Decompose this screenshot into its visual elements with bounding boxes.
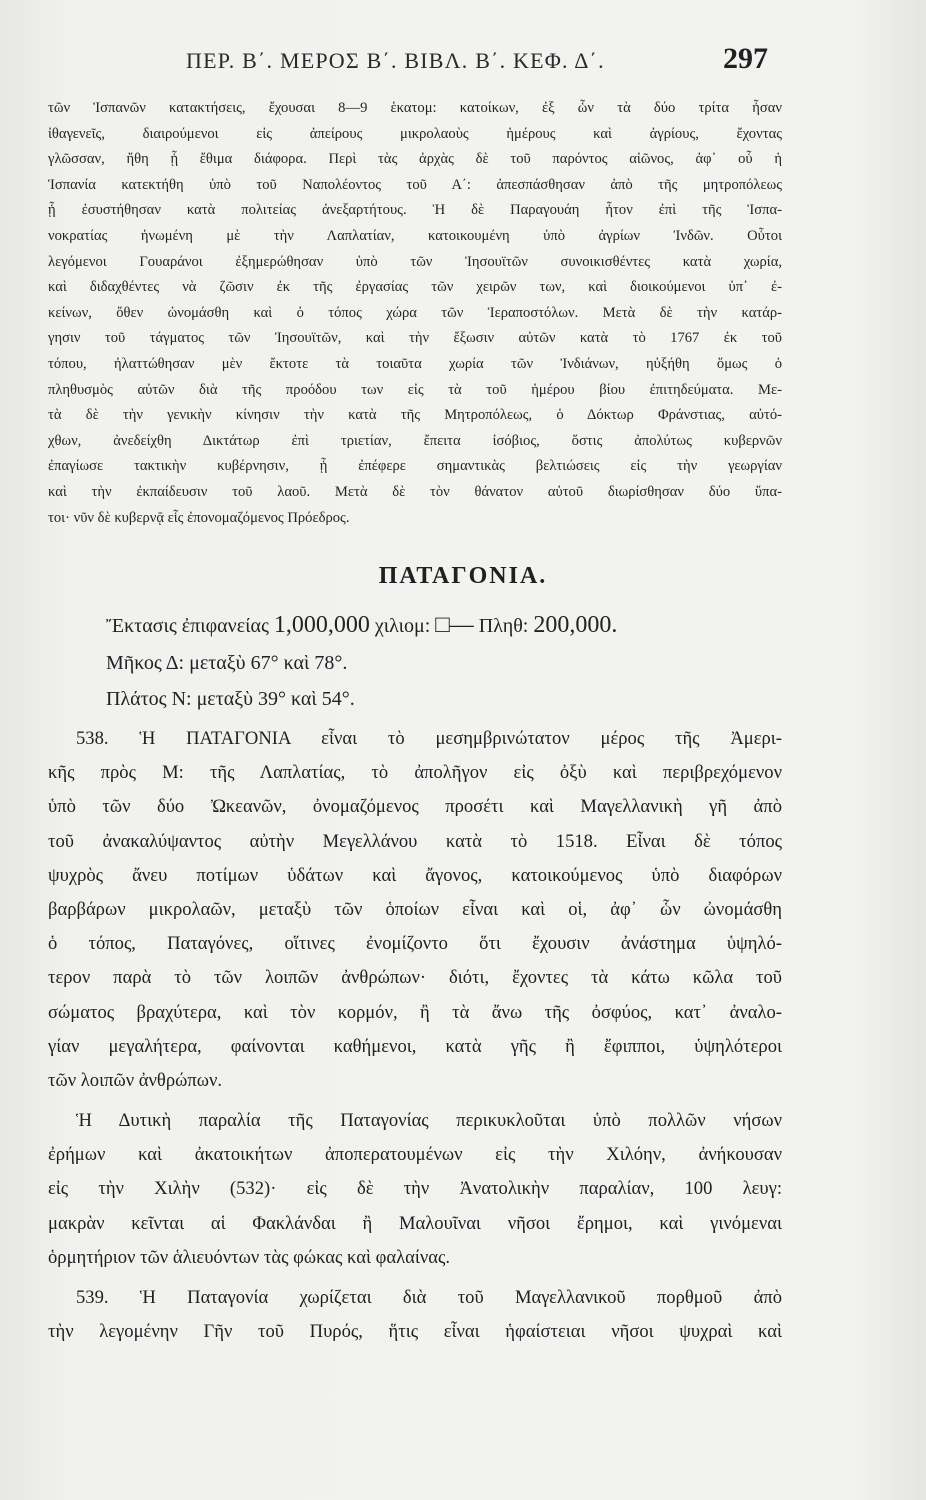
text-line: ᾗ ἐσυστήθησαν κατὰ πολιτείας ἀνεξαρτήτους. Ἡ δὲ Παραγουάη ἦτον ἐπὶ τῆς Ἱσπα-	[48, 202, 782, 219]
population-value: 200,000.	[533, 612, 618, 638]
text-line: γίαν μεγαλήτερα, φαίνονται καθήμενοι, κατὰ γῆς ἢ ἔφιπποι, ὑψηλότεροι	[48, 1035, 782, 1057]
dash: —	[449, 612, 474, 638]
text-line: τόπου, ἠλαττώθησαν μὲν ἔκτοτε τὰ τοιαῦτα χωρία τῶν Ἰνδιάνων, ηὐξήθη ὅμως ὁ	[48, 355, 782, 372]
text-line: ἐρήμων καὶ ἀκατοικήτων ἀποπερατουμένων εἰς τὴν Χιλόην, ἀνήκουσαν	[48, 1144, 782, 1166]
text-line: χθων, ἀνεδείχθη Δικτάτωρ ἐπὶ τριετίαν, ἔπειτα ἰσόβιος, ὅστις ἀπολύτως κυβερνῶν	[48, 432, 782, 449]
paragraph-coasts	[48, 1104, 782, 1275]
page-number: 297	[723, 42, 768, 75]
text-line: ἰθαγενεῖς, διαιρούμενοι εἰς ἀπείρους μικρολαοὺς ἡμέρους καὶ ἀγρίους, ἔχοντας	[48, 125, 782, 142]
area-population-line	[106, 612, 617, 639]
section-title: ΠΑΤΑΓΟΝΙΑ.	[378, 563, 548, 589]
text-line: μακρὰν κεῖνται αἱ Φακλάνδαι ἢ Μαλουῖναι νῆσοι ἔρημοι, καὶ γινόμεναι	[48, 1212, 782, 1234]
text-line: βαρβάρων μικρολαῶν, μεταξὺ τῶν ὁποίων εἶναι καὶ οἱ, ἀφ᾽ ὧν ὠνομάσθη	[48, 898, 782, 920]
text-line: πληθυσμὸς αὐτῶν διὰ τῆς προόδου των εἰς τὰ τοῦ ἡμέρου βίου ἐπιτηδεύματα. Με-	[48, 381, 782, 398]
latitude-line: Πλάτος Ν: μεταξὺ 39° καὶ 54°.	[106, 688, 355, 710]
area-label: Ἔκτασις ἐπιφανείας	[106, 615, 269, 637]
text-line: τοι· νῦν δὲ κυβερνᾷ εἷς ἐπονομαζόμενος Πρόεδρος.	[48, 509, 350, 526]
text-line: καὶ διδαχθέντες νὰ ζῶσιν ἐκ τῆς ἐργασίας τῶν χειρῶν των, καὶ διοικούμενοι ὑπ᾽ ἐ-	[48, 279, 782, 296]
page-header	[98, 42, 768, 82]
text-line: εἰς τὴν Χιλὴν (532)· εἰς δὲ τὴν Ἀνατολικὴν παραλίαν, 100 λευγ:	[48, 1178, 782, 1200]
text-line: ψυχρὸς ἄνευ ποτίμων ὑδάτων καὶ ἄγονος, κατοικούμενος ὑπὸ διαφόρων	[48, 864, 782, 886]
text-line: ὁ τόπος, Παταγόνες, οἵτινες ἐνομίζοντο ὅτι ἔχουσιν ἀνάστημα ὑψηλό-	[48, 933, 782, 955]
running-head: ΠΕΡ. Β΄. ΜΕΡΟΣ Β΄. ΒΙΒΛ. Β΄. ΚΕΦ. Δ΄.	[186, 48, 605, 73]
area-value: 1,000,000	[273, 612, 370, 638]
paragraph-539	[48, 1281, 782, 1349]
longitude-line: Μῆκος Δ: μεταξὺ 67° καὶ 78°.	[106, 652, 348, 674]
text-line: τῶν λοιπῶν ἀνθρώπων.	[48, 1069, 223, 1091]
text-line: τὴν λεγομένην Γῆν τοῦ Πυρός, ἥτις εἶναι ἡφαίστειαι νῆσοι ψυχραὶ καὶ	[48, 1321, 782, 1343]
text-line: κῆς πρὸς Μ: τῆς Λαπλατίας, τὸ ἀπολῆγον εἰς ὀξὺ καὶ περιβρεχόμενον	[48, 762, 782, 784]
text-line: ὑπὸ τῶν δύο Ὠκεανῶν, ὀνομαζόμενος προσέτι καὶ Μαγελλανικὴ γῆ ἀπὸ	[48, 796, 782, 818]
top-text-block	[48, 96, 782, 531]
text-line: Ἱσπανία κατεκτήθη ὑπὸ τοῦ Ναπολέοντος τοῦ Α΄: ἀπεσπάσθησαν ἀπὸ τῆς μητροπόλεως	[48, 176, 782, 193]
text-line: νοκρατίας ἡνωμένη μὲ τὴν Λαπλατίαν, κατοικουμένη ὑπὸ ἀγρίων Ἰνδῶν. Οὗτοι	[48, 227, 782, 244]
square-symbol: □	[435, 612, 450, 638]
text-line: τοῦ ἀνακαλύψαντος αὐτὴν Μεγελλάνου κατὰ τὸ 1518. Εἶναι δὲ τόπος	[48, 830, 782, 852]
population-label: Πληθ:	[478, 615, 529, 637]
text-line: γησιν τοῦ τάγματος τῶν Ἰησουϊτῶν, καὶ τὴν ἔξωσιν αὐτῶν κατὰ τὸ 1767 ἐκ τοῦ	[48, 330, 782, 347]
area-unit: χιλιομ:	[374, 615, 431, 637]
text-line: τῶν Ἱσπανῶν κατακτήσεις, ἔχουσαι 8—9 ἑκατομ: κατοίκων, ἐξ ὧν τὰ δύο τρίτα ἦσαν	[48, 100, 782, 116]
text-line: κείνων, ὅθεν ὠνομάσθη καὶ ὁ τόπος χώρα τῶν Ἱεραποστόλων. Μετὰ δὲ τὴν κατάρ-	[48, 304, 782, 321]
text-line: 539. Ἡ Παταγονία χωρίζεται διὰ τοῦ Μαγελλανικοῦ πορθμοῦ ἀπὸ	[76, 1287, 782, 1308]
main-text-block	[48, 722, 782, 1349]
text-line: τὰ δὲ τὴν γενικὴν κίνησιν τὴν κατὰ τῆς Μητροπόλεως, ὁ Δόκτωρ Φράνστιας, αὐτό-	[48, 407, 782, 424]
text-line: Ἡ Δυτικὴ παραλία τῆς Παταγονίας περικυκλοῦται ὑπὸ πολλῶν νήσων	[76, 1110, 782, 1132]
text-line: 538. Ἡ ΠΑΤΑΓΟΝΙΑ εἶναι τὸ μεσημβρινώτατον μέρος τῆς Ἀμερι-	[76, 728, 782, 749]
text-line: ὁρμητήριον τῶν ἁλιευόντων τὰς φώκας καὶ φαλαίνας.	[48, 1246, 451, 1268]
text-line: γλῶσσαν, ἤθη ᾗ ἔθιμα διάφορα. Περὶ τὰς ἀρχὰς δὲ τοῦ παρόντος αἰῶνος, ἀφ᾽ οὗ ἡ	[48, 151, 782, 168]
text-line: ἐπαγίωσε τακτικὴν κυβέρνησιν, ᾗ ἐπέφερε σημαντικὰς βελτιώσεις εἰς τὴν γεωργίαν	[48, 458, 782, 475]
text-line: καὶ τὴν ἐκπαίδευσιν τοῦ λαοῦ. Μετὰ δὲ τὸν θάνατον αὐτοῦ διωρίσθησαν δύο ὕπα-	[48, 483, 782, 500]
text-line: λεγόμενοι Γουαράνοι ἐξημερώθησαν ὑπὸ τῶν Ἰησουϊτῶν συνοικισθέντες κατὰ χωρία,	[48, 253, 782, 270]
text-line: σώματος βραχύτερα, καὶ τὸν κορμόν, ἢ τὰ ἄνω τῆς ὀσφύος, κατ᾽ ἀναλο-	[48, 1001, 782, 1023]
paragraph-538	[48, 722, 782, 1098]
text-line: τερον παρὰ τὸ τῶν λοιπῶν ἀνθρώπων· διότι, ἔχοντες τὰ κάτω κῶλα τοῦ	[48, 967, 782, 989]
